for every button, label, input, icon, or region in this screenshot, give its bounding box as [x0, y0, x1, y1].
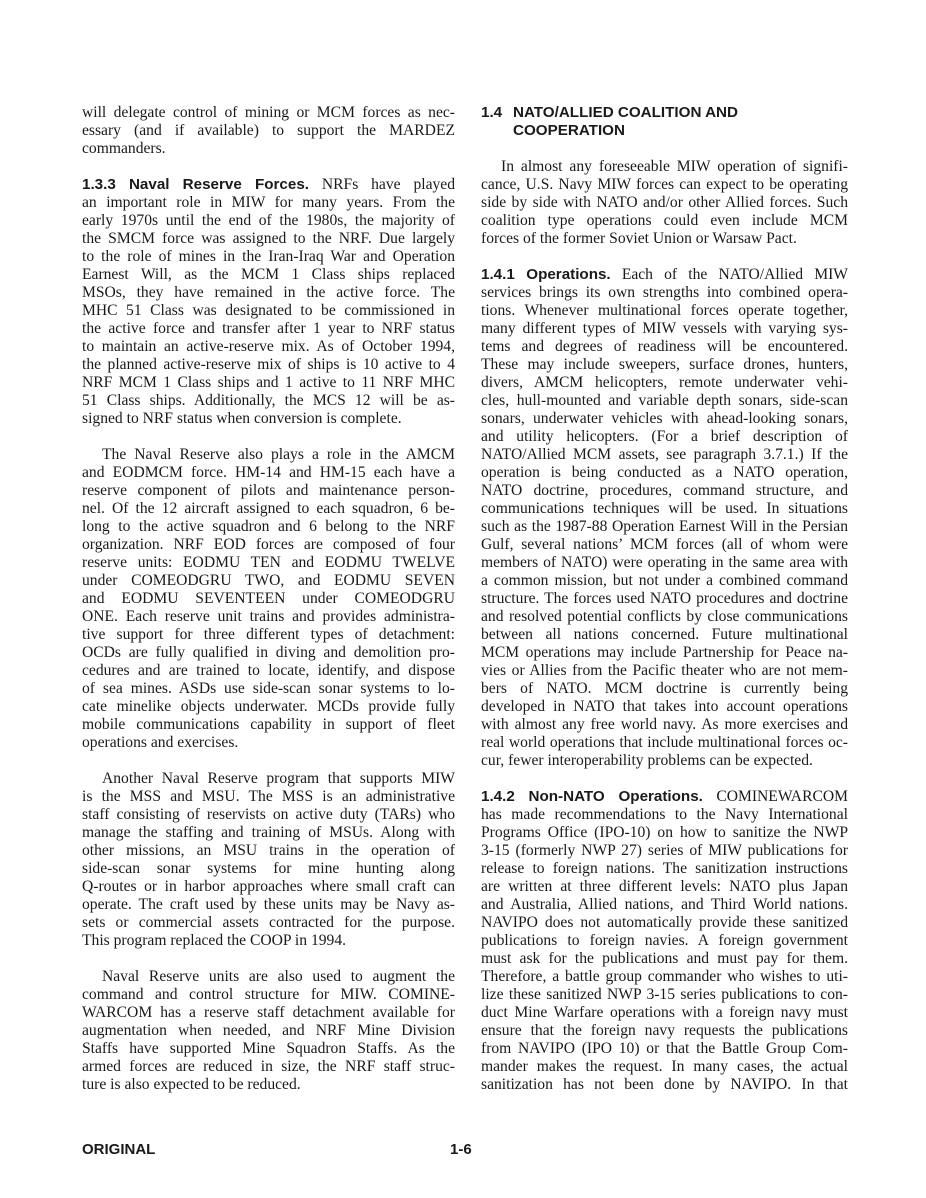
line-text: essary (and if available) to support the MARDEZ: [82, 122, 455, 139]
text-line: [481, 338, 848, 356]
line-text: WARCOM has a reserve staff detachment available for: [82, 1004, 455, 1021]
text-line: [82, 788, 455, 806]
line-text: 51 Class ships. Additionally, the MCS 12 will be as-: [82, 392, 455, 409]
text-line: [481, 1058, 848, 1076]
text-line: [82, 140, 455, 158]
text-line: [481, 284, 848, 302]
line-text: vies or Allies from the Pacific theater who are not mem-: [481, 662, 848, 679]
text-line: [481, 158, 848, 176]
line-text: will delegate control of mining or MCM forces as nec-: [82, 104, 455, 121]
text-line: [82, 410, 455, 428]
line-text: Gulf, several nations’ MCM forces (all of whom were: [481, 536, 848, 553]
text-line: [481, 662, 848, 680]
line-text: members of NATO) were operating in the same area with: [481, 554, 848, 571]
paragraph: [481, 158, 848, 248]
line-text: divers, AMCM helicopters, remote underwater vehi-: [481, 374, 848, 391]
text-line: [481, 986, 848, 1004]
line-text: lize these sanitized NWP 3-15 series publications to con-: [481, 986, 848, 1003]
line-text: and Australia, Allied nations, and Third World nations.: [481, 896, 848, 913]
line-text: commanders.: [82, 140, 166, 157]
line-text: cedures and are trained to locate, identify, and dispose: [82, 662, 455, 679]
text-line: [82, 518, 455, 536]
text-line: [481, 554, 848, 572]
text-line: [82, 356, 455, 374]
line-text: other missions, an MSU trains in the operation of: [82, 842, 455, 859]
subsection-heading: 1.4.1 Operations.: [481, 266, 611, 283]
text-line: [82, 644, 455, 662]
line-text: reserve units: EODMU TEN and EODMU TWELVE: [82, 554, 455, 571]
text-line: [481, 374, 848, 392]
text-line: [481, 1076, 848, 1094]
text-line: [82, 248, 455, 266]
line-text: sanitization has not been done by NAVIPO. In that: [481, 1076, 848, 1093]
text-line: [82, 626, 455, 644]
text-line: [82, 662, 455, 680]
text-line: [82, 536, 455, 554]
paragraph: [82, 446, 455, 752]
line-text: a common mission, but not under a combined command: [481, 572, 848, 589]
line-text: staff consisting of reservists on active duty (TARs) who: [82, 806, 455, 823]
text-line: [82, 1076, 455, 1094]
text-line: [82, 770, 455, 788]
line-text: command and control structure for MIW. COMINE-: [82, 986, 455, 1003]
text-line: [481, 410, 848, 428]
text-line: [481, 320, 848, 338]
text-line: [481, 878, 848, 896]
line-text: of sea mines. ASDs use side-scan sonar systems to lo-: [82, 680, 455, 697]
line-text: Another Naval Reserve program that supports MIW: [102, 770, 455, 787]
line-text: an important role in MIW for many years. From the: [82, 194, 455, 211]
left-column: [82, 104, 455, 1112]
text-line: [481, 1040, 848, 1058]
text-line: [481, 446, 848, 464]
subsection-heading: 1.4.2 Non-NATO Operations.: [481, 788, 703, 805]
line-text: and EODMU SEVENTEEN under COMEODGRU: [82, 590, 455, 607]
line-text: NATO doctrine, procedures, command structure, and: [481, 482, 848, 499]
line-text: long to the active squadron and 6 belong to the NRF: [82, 518, 455, 535]
section-number: 1.4: [481, 104, 503, 121]
text-line: [481, 428, 848, 446]
line-text: tems and degrees of readiness will be encountered.: [481, 338, 848, 355]
line-text: is the MSS and MSU. The MSS is an administrative: [82, 788, 455, 805]
line-text: mobile communications capability in support of fleet: [82, 716, 455, 733]
subsection-heading: 1.3.3 Naval Reserve Forces.: [82, 176, 309, 193]
line-text: These may include sweepers, surface drones, hunters,: [481, 356, 848, 373]
text-line: [82, 212, 455, 230]
text-line: [481, 824, 848, 842]
text-line: [82, 464, 455, 482]
line-text: bers of NATO. MCM doctrine is currently being: [481, 680, 848, 697]
text-line: [481, 518, 848, 536]
text-line: [481, 896, 848, 914]
text-line: [82, 500, 455, 518]
line-text: 3-15 (formerly NWP 27) series of MIW publications for: [481, 842, 848, 859]
section-title-line-2: COOPERATION: [513, 122, 625, 139]
text-line: [82, 698, 455, 716]
text-line: [82, 104, 455, 122]
line-text: under COMEODGRU TWO, and EODMU SEVEN: [82, 572, 455, 589]
text-line: [481, 536, 848, 554]
line-text: tions. Whenever multinational forces operate together,: [481, 302, 848, 319]
text-line: [82, 302, 455, 320]
line-text: Staffs have supported Mine Squadron Staffs. As the: [82, 1040, 455, 1057]
text-line: [481, 1004, 848, 1022]
line-text: ONE. Each reserve unit trains and provides administra-: [82, 608, 455, 625]
line-text: Naval Reserve units are also used to augment the: [102, 968, 455, 985]
text-line: [481, 626, 848, 644]
line-text: MCM operations may include Partnership for Peace na-: [481, 644, 848, 661]
text-line: [82, 1004, 455, 1022]
line-text: NAVIPO does not automatically provide these sanitized: [481, 914, 848, 931]
text-line: [481, 194, 848, 212]
line-text: cles, hull-mounted and variable depth sonars, side-scan: [481, 392, 848, 409]
line-text: such as the 1987-88 Operation Earnest Will in the Persian: [481, 518, 848, 535]
line-text: manage the staffing and training of MSUs. Along with: [82, 824, 455, 841]
line-text: side-scan sonar systems for mine hunting along: [82, 860, 455, 877]
text-line: [82, 122, 455, 140]
text-line: [481, 788, 848, 806]
line-text: MSOs, they have remained in the active force. The: [82, 284, 455, 301]
line-text: early 1970s until the end of the 1980s, the majority of: [82, 212, 455, 229]
line-text: The Naval Reserve also plays a role in the AMCM: [102, 446, 455, 463]
text-line: [481, 590, 848, 608]
text-line: [481, 482, 848, 500]
text-line: [82, 1022, 455, 1040]
text-line: [82, 320, 455, 338]
section-title-line-1: NATO/ALLIED COALITION AND: [513, 104, 738, 121]
text-line: [82, 734, 455, 752]
text-line: [481, 842, 848, 860]
line-text: developed in NATO that takes into account operations: [481, 698, 848, 715]
text-line: [82, 482, 455, 500]
line-text: Therefore, a battle group commander who wishes to uti-: [481, 968, 848, 985]
text-line: [481, 734, 848, 752]
text-line: [82, 446, 455, 464]
subsection-paragraph: [481, 788, 848, 1094]
text-line: [481, 176, 848, 194]
text-line: [481, 608, 848, 626]
footer-original-label: ORIGINAL: [82, 1141, 156, 1158]
line-text: armed forces are reduced in size, the NRF staff struc-: [82, 1058, 455, 1075]
text-line: [82, 572, 455, 590]
text-line: [481, 644, 848, 662]
text-line: [481, 464, 848, 482]
line-text: operation is being conducted as a NATO operation,: [481, 464, 848, 481]
text-line: [82, 590, 455, 608]
text-line: [82, 608, 455, 626]
text-line: [481, 230, 848, 248]
text-line: [481, 716, 848, 734]
line-text: side by side with NATO and/or other Allied forces. Such: [481, 194, 848, 211]
line-text: and utility helicopters. (For a brief description of: [481, 428, 848, 445]
text-line: [481, 680, 848, 698]
text-line: [481, 1022, 848, 1040]
text-line: [481, 806, 848, 824]
line-text: to the role of mines in the Iran-Iraq War and Operation: [82, 248, 455, 265]
line-text: organization. NRF EOD forces are composed of four: [82, 536, 455, 553]
line-text: signed to NRF status when conversion is complete.: [82, 410, 402, 427]
text-line: [82, 716, 455, 734]
text-line: [481, 914, 848, 932]
line-text: duct Mine Warfare operations with a foreign navy must: [481, 1004, 848, 1021]
text-line: [481, 572, 848, 590]
line-text: MHC 51 Class was designated to be commissioned in: [82, 302, 455, 319]
line-text: NATO/Allied MCM assets, see paragraph 3.7.1.) If the: [481, 446, 848, 463]
line-text: ensure that the foreign navy requests the publications: [481, 1022, 848, 1039]
text-line: [481, 932, 848, 950]
line-text: the planned active-reserve mix of ships is 10 active to 4: [82, 356, 455, 373]
text-line: [82, 392, 455, 410]
text-line: [82, 176, 455, 194]
line-text: Q-routes or in harbor approaches where small craft can: [82, 878, 455, 895]
line-text: operate. The craft used by these units may be Navy as-: [82, 896, 455, 913]
text-line: [82, 896, 455, 914]
text-line: [82, 554, 455, 572]
line-text: sets or commercial assets contracted for the purpose.: [82, 914, 455, 931]
line-text: publications to foreign navies. A foreign government: [481, 932, 848, 949]
line-text: must ask for the publications and must pay for them.: [481, 950, 848, 967]
text-line: [82, 806, 455, 824]
line-text: OCDs are fully qualified in diving and demolition pro-: [82, 644, 455, 661]
line-text: augmentation when needed, and NRF Mine Division: [82, 1022, 455, 1039]
line-text: from NAVIPO (IPO 10) or that the Battle Group Com-: [481, 1040, 848, 1057]
text-line: [481, 266, 848, 284]
paragraph: [82, 770, 455, 950]
subsection-paragraph: [82, 176, 455, 428]
line-text: the active force and transfer after 1 year to NRF status: [82, 320, 455, 337]
line-text: are written at three different levels: NATO plus Japan: [481, 878, 848, 895]
line-text: with almost any free world navy. As more exercises and: [481, 716, 848, 733]
section-heading-1-4: [481, 104, 848, 140]
line-text: real world operations that include multinational forces oc-: [481, 734, 848, 751]
text-line: [481, 968, 848, 986]
line-text: cur, fewer interoperability problems can be expected.: [481, 752, 813, 769]
text-line: [82, 1040, 455, 1058]
text-line: [82, 338, 455, 356]
line-text: has made recommendations to the Navy International: [481, 806, 848, 823]
line-text: and resolved potential conflicts by close communications: [481, 608, 848, 625]
line-text: cate minelike objects underwater. MCDs provide fully: [82, 698, 455, 715]
line-text: nel. Of the 12 aircraft assigned to each squadron, 6 be-: [82, 500, 455, 517]
line-text: reserve component of pilots and maintenance person-: [82, 482, 455, 499]
text-line: [82, 284, 455, 302]
line-text: tive support for three different types of detachment:: [82, 626, 455, 643]
text-line: [481, 698, 848, 716]
paragraph: [82, 968, 455, 1094]
text-line: [82, 932, 455, 950]
text-line: [82, 230, 455, 248]
paragraph: [82, 104, 455, 158]
text-line: [481, 212, 848, 230]
line-text: the SMCM force was assigned to the NRF. Due largely: [82, 230, 455, 247]
line-text: cance, U.S. Navy MIW forces can expect to be operating: [481, 176, 848, 193]
line-text: operations and exercises.: [82, 734, 239, 751]
line-text: many different types of MIW vessels with varying sys-: [481, 320, 848, 337]
line-text: forces of the former Soviet Union or Warsaw Pact.: [481, 230, 797, 247]
text-line: [82, 1058, 455, 1076]
line-text: NRFs have played: [321, 176, 456, 193]
right-column: [481, 104, 848, 1112]
text-line: [82, 860, 455, 878]
text-line: [82, 266, 455, 284]
text-line: [481, 752, 848, 770]
line-text: sonars, underwater vehicles with ahead-looking sonars,: [481, 410, 848, 427]
line-text: coalition type operations could even include MCM: [481, 212, 848, 229]
text-line: [82, 842, 455, 860]
text-line: [481, 302, 848, 320]
line-text: communications techniques will be used. In situations: [481, 500, 848, 517]
line-text: between all nations concerned. Future multinational: [481, 626, 848, 643]
text-line: [82, 824, 455, 842]
text-line: [82, 680, 455, 698]
line-text: and EODMCM force. HM-14 and HM-15 each have a: [82, 464, 455, 481]
line-text: Programs Office (IPO-10) on how to sanitize the NWP: [481, 824, 848, 841]
line-text: release to foreign nations. The sanitization instructions: [481, 860, 848, 877]
text-line: [481, 950, 848, 968]
line-text: ture is also expected to be reduced.: [82, 1076, 301, 1093]
line-text: COMINEWARCOM: [716, 788, 848, 805]
line-text: This program replaced the COOP in 1994.: [82, 932, 347, 949]
line-text: services brings its own strengths into combined opera-: [481, 284, 848, 301]
line-text: to maintain an active-reserve mix. As of October 1994,: [82, 338, 455, 355]
text-line: [82, 878, 455, 896]
line-text: mander makes the request. In many cases, the actual: [481, 1058, 848, 1075]
text-line: [82, 374, 455, 392]
page-number: 1-6: [450, 1141, 472, 1158]
text-line: [82, 194, 455, 212]
text-line: [481, 356, 848, 374]
text-line: [82, 986, 455, 1004]
line-text: Each of the NATO/Allied MIW: [621, 266, 849, 283]
text-line: [82, 968, 455, 986]
text-line: [481, 860, 848, 878]
text-line: [82, 914, 455, 932]
subsection-paragraph: [481, 266, 848, 770]
line-text: structure. The forces used NATO procedures and doctrine: [481, 590, 848, 607]
line-text: In almost any foreseeable MIW operation of signifi-: [501, 158, 848, 175]
line-text: NRF MCM 1 Class ships and 1 active to 11 NRF MHC: [82, 374, 455, 391]
line-text: Earnest Will, as the MCM 1 Class ships replaced: [82, 266, 455, 283]
text-line: [481, 500, 848, 518]
text-line: [481, 392, 848, 410]
